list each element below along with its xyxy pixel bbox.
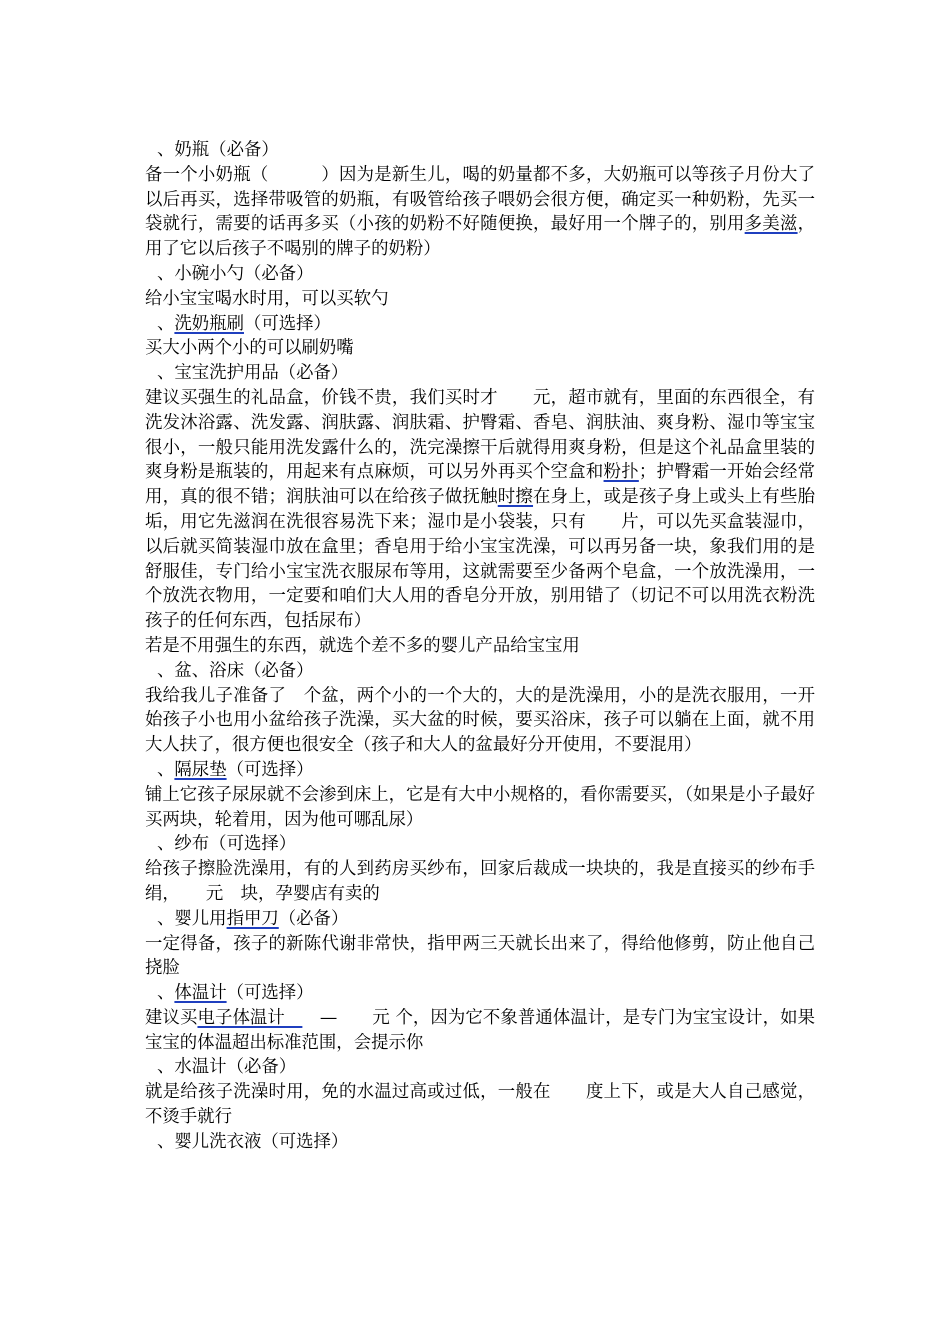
- text-run: 就是给孩子洗澡时用，免的水温过高或过低，一般在 度上下，或是大人自己感觉，不烫手就行: [145, 1082, 815, 1128]
- text-run: 、: [157, 983, 175, 1004]
- keyword-link[interactable]: 指甲刀: [226, 908, 279, 929]
- text-run: 、婴儿用: [157, 908, 227, 929]
- text-run: 建议买强生的礼品盒，价钱不贵，我们买时才 元，超市就有，里面的东西很全，有洗发沐浴露、洗发露、润肤露、润肤霜、护臀霜、香皂、润肤油、爽身粉、湿巾等宝宝很小，一般只能用洗发露什么的，洗完澡擦干后就得用爽身粉，但是这个礼品盒里装的爽身粉是瓶装的，用起来有点麻烦，可以另外再买个空盒和: [145, 387, 815, 483]
- section-paragraph: [145, 1080, 815, 1130]
- text-run: ，用了它以后孩子不喝别的牌子的奶粉）: [145, 214, 815, 260]
- section-heading: [145, 312, 815, 337]
- keyword-link[interactable]: 洗奶瓶刷: [174, 313, 244, 334]
- section-heading: 、奶瓶（必备）: [157, 140, 279, 160]
- keyword-link[interactable]: 体温计: [174, 983, 227, 1004]
- section-heading: 、水温计（必备）: [157, 1057, 297, 1078]
- keyword-link[interactable]: 隔尿垫: [174, 759, 227, 780]
- text-run: （可选择）: [243, 313, 331, 334]
- section-heading: [145, 981, 815, 1006]
- text-run: 给孩子擦脸洗澡用，有的人到药房买纱布，回家后裁成一块块的，我是直接买的纱布手绢， 元 块，孕婴店有卖的: [145, 859, 815, 904]
- section-paragraph: [145, 857, 815, 907]
- text-run: 给小宝宝喝水时用，可以买软勺: [145, 288, 389, 309]
- keyword-link[interactable]: 时擦: [497, 487, 534, 508]
- section-note: 若是不用强生的东西，就选个差不多的婴儿产品给宝宝用: [145, 635, 580, 656]
- section-paragraph: [145, 163, 815, 262]
- section-heading: 、盆、浴床（必备）: [157, 660, 314, 681]
- section-heading: 、宝宝洗护用品（必备）: [157, 363, 349, 384]
- text-run: 铺上它孩子尿尿就不会渗到床上，它是有大中小规格的，看你需要买，（如果是小子最好买两块，轮着用，因为他可哪乱尿）: [145, 784, 815, 830]
- section-paragraph: [145, 386, 815, 634]
- text-run: ；护臀霜一开始会经常用，真的很不错；润肤油可以在给孩子做抚触: [145, 462, 815, 508]
- text-run: 建议买: [145, 1007, 198, 1028]
- section-heading: [145, 758, 815, 783]
- section-paragraph: [145, 336, 815, 361]
- section-paragraph: [145, 1006, 815, 1056]
- text-run: 一定得备，孩子的新陈代谢非常快，指甲两三天就长出来了，得给他修剪，防止他自己挠脸: [145, 933, 815, 979]
- section-heading: [145, 907, 815, 932]
- section-paragraph: [145, 783, 815, 833]
- section-heading: 、纱布（可选择）: [157, 834, 297, 855]
- text-run: — 元 个，因为它不象普通体温计，是专门为宝宝设计，如果宝宝的体温超出标准范围，会提示你: [145, 1007, 815, 1053]
- text-run: （可选择）: [226, 983, 314, 1004]
- keyword-link[interactable]: 粉扑: [603, 462, 639, 483]
- text-run: 买大小两个小的可以刷奶嘴: [145, 338, 354, 359]
- section-heading: 、婴儿洗衣液（可选择）: [157, 1131, 349, 1152]
- text-run: （可选择）: [226, 759, 314, 780]
- text-run: 我给我儿子准备了 个盆，两个小的一个大的，大的是洗澡用，小的是洗衣服用，一开始孩子小也用小盆给孩子洗澡，买大盆的时候，要买浴床，孩子可以躺在上面，就不用大人扶了，很方便也很安全（孩子和大人的盆最好分开使用，不要混用）: [145, 685, 815, 756]
- document-body: [145, 138, 815, 1155]
- text-run: 在身上，或是孩子身上或头上有些胎垢，用它先滋润在洗很容易洗下来；湿巾是小袋装，只有 片，可以先买盒装湿巾，以后就买简装湿巾放在盒里；香皂用于给小宝宝洗澡，可以再另备一块，象我们用的是舒服佳，专门给小宝宝洗衣服尿布等用，这就需要至少备两个皂盒，一个放洗澡用，一个放洗衣物用，一定要和咱们大人用的香皂分开放，别用错了（切记不可以用洗衣粉洗孩子的任何东西，包括尿布）: [145, 487, 815, 632]
- text-run: 备一个小奶瓶（ ）因为是新生儿，喝的奶量都不多，大奶瓶可以等孩子月份大了以后再买，选择带吸管的奶瓶，有吸管给孩子喂奶会很方便，确定买一种奶粉，先买一袋就行，需要的话再多买（小孩的奶粉不好随便换，最好用一个牌子的，别用: [145, 164, 815, 235]
- keyword-link[interactable]: 电子体温计: [197, 1007, 303, 1028]
- section-paragraph: [145, 287, 815, 312]
- text-run: （必备）: [278, 908, 349, 929]
- section-paragraph: [145, 932, 815, 982]
- section-paragraph: [145, 684, 815, 758]
- keyword-link[interactable]: 多美滋: [744, 214, 798, 235]
- text-run: 、: [157, 759, 175, 780]
- section-heading: 、小碗小勺（必备）: [157, 263, 314, 284]
- text-run: 、: [157, 313, 175, 334]
